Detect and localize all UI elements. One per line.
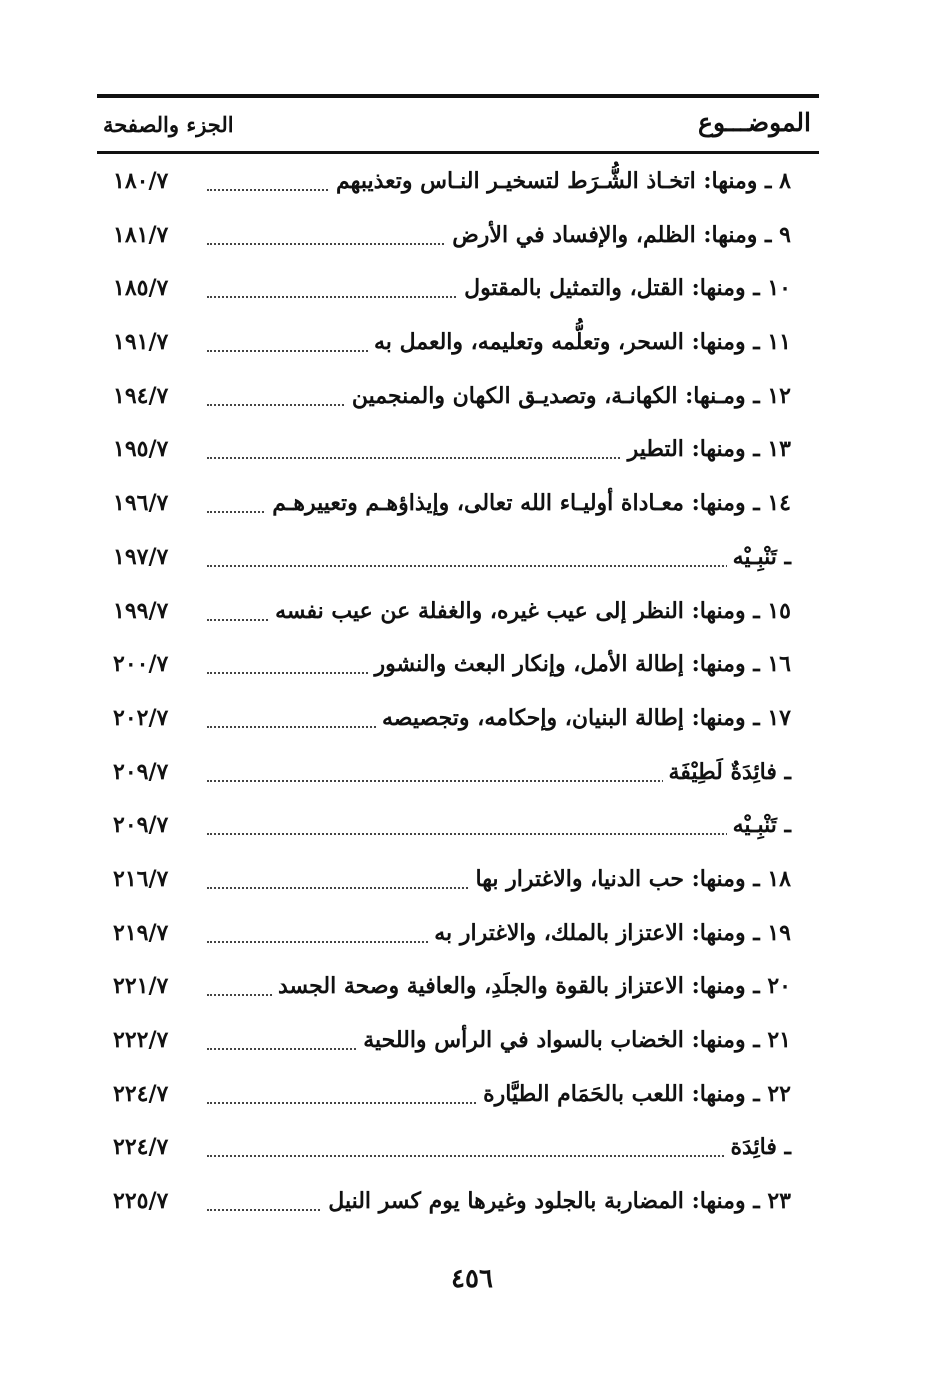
entry-volume-page: ١٨١/٧ <box>113 221 169 248</box>
entry-title: ٢٠ ـ ومنها: الاعتزاز بالقوة والجلَدِ، والعافية وصحة الجسد <box>272 973 791 999</box>
entry-volume-page: ١٩٩/٧ <box>113 597 169 624</box>
index-entry <box>97 426 819 480</box>
entry-title: ١٦ ـ ومنها: إطالة الأمل، وإنكار البعث والنشور <box>369 651 791 677</box>
index-entry <box>97 1178 819 1232</box>
index-entry <box>97 1071 819 1125</box>
entry-title: ١١ ـ ومنها: السحر، وتعلُّمه وتعليمه، والعمل به <box>368 329 791 355</box>
entry-volume-page: ٢٠٩/٧ <box>113 812 169 839</box>
index-entry <box>97 856 819 910</box>
entry-volume-page: ١٩٤/٧ <box>113 382 169 409</box>
index-entry <box>97 534 819 588</box>
entry-volume-page: ١٨٠/٧ <box>113 168 169 194</box>
entry-volume-page: ٢٠٠/٧ <box>113 651 169 678</box>
entry-title: ٢٢ ـ ومنها: اللعب بالحَمَام الطيَّارة <box>477 1081 791 1107</box>
index-entry <box>97 265 819 319</box>
entry-title: ٨ ـ ومنها: اتخـاذ الشُّـرَط لتسخيـر النـاس وتعذيبهم <box>330 168 791 194</box>
index-entry <box>97 373 819 427</box>
entry-title: ١٩ ـ ومنها: الاعتزاز بالملك، والاغترار به <box>428 920 791 946</box>
entry-title: ـ فائِدَةٌ لَطِيْفَة <box>663 759 792 785</box>
index-entry <box>97 588 819 642</box>
index-entry <box>97 910 819 964</box>
entry-volume-page: ١٩٧/٧ <box>113 543 169 570</box>
index-entry <box>97 158 819 212</box>
page-number: ٤٥٦ <box>451 1264 493 1294</box>
entry-volume-page: ١٩٦/٧ <box>113 490 169 517</box>
index-entry <box>97 319 819 373</box>
entry-volume-page: ٢٠٩/٧ <box>113 758 169 785</box>
entry-volume-page: ٢٢٤/٧ <box>113 1080 169 1107</box>
entry-title: ١٣ ـ ومنها: التطير <box>622 436 791 462</box>
entry-title: ١٠ ـ ومنها: القتل، والتمثيل بالمقتول <box>458 275 791 301</box>
dot-leader <box>207 833 787 835</box>
entry-volume-page: ٢٢٢/٧ <box>113 1027 169 1053</box>
entry-volume-page: ١٩١/٧ <box>113 329 169 356</box>
entry-volume-page: ٢١٩/٧ <box>113 919 169 946</box>
entry-volume-page: ٢٠٢/٧ <box>113 704 169 731</box>
index-entry <box>97 963 819 1017</box>
index-entry <box>97 802 819 856</box>
index-entries <box>97 158 819 1232</box>
entry-title: ١٤ ـ ومنها: معـاداة أوليـاء الله تعالى، وإيذاؤهـم وتعييرهـم <box>266 490 791 516</box>
index-entry <box>97 695 819 749</box>
entry-title: ١٥ ـ ومنها: النظر إلى عيب غيره، والغفلة عن عيب نفسه <box>269 598 791 624</box>
entry-title: ٢٣ ـ ومنها: المضاربة بالجلود وغيرها يوم كسر النيل <box>322 1188 791 1214</box>
entry-volume-page: ١٨٥/٧ <box>113 275 169 302</box>
volume-page-column-heading: الجزء والصفحة <box>103 112 234 137</box>
dot-leader <box>207 1155 787 1157</box>
entry-title: ١٨ ـ ومنها: حب الدنيا، والاغترار بها <box>470 866 791 892</box>
table-header <box>97 94 819 154</box>
index-entry <box>97 212 819 266</box>
index-entry <box>97 1124 819 1178</box>
entry-title: ١٧ ـ ومنها: إطالة البنيان، وإحكامه، وتجصيصه <box>376 705 791 731</box>
entry-title: ـ تَنْبِـيْه <box>727 544 791 570</box>
entry-volume-page: ٢٢٥/٧ <box>113 1188 169 1215</box>
index-entry <box>97 1017 819 1071</box>
entry-volume-page: ٢٢٤/٧ <box>113 1134 169 1161</box>
topic-column-heading: الموضـــوع <box>698 108 811 137</box>
entry-title: ـ فائِدَة <box>724 1134 791 1160</box>
entry-title: ٩ ـ ومنها: الظلم، والإفساد في الأرض <box>446 222 791 248</box>
index-entry <box>97 480 819 534</box>
entry-volume-page: ٢٢١/٧ <box>113 973 169 1000</box>
entry-title: ٢١ ـ ومنها: الخضاب بالسواد في الرأس واللحية <box>357 1027 791 1053</box>
index-entry <box>97 749 819 803</box>
index-entry <box>97 641 819 695</box>
entry-volume-page: ١٩٥/٧ <box>113 436 169 463</box>
entry-volume-page: ٢١٦/٧ <box>113 865 169 892</box>
entry-title: ـ تَنْبِـيْه <box>727 812 791 838</box>
dot-leader <box>207 565 787 567</box>
entry-title: ١٢ ـ ومـنها: الكهانـة، وتصديـق الكهان والمنجمين <box>346 383 791 409</box>
